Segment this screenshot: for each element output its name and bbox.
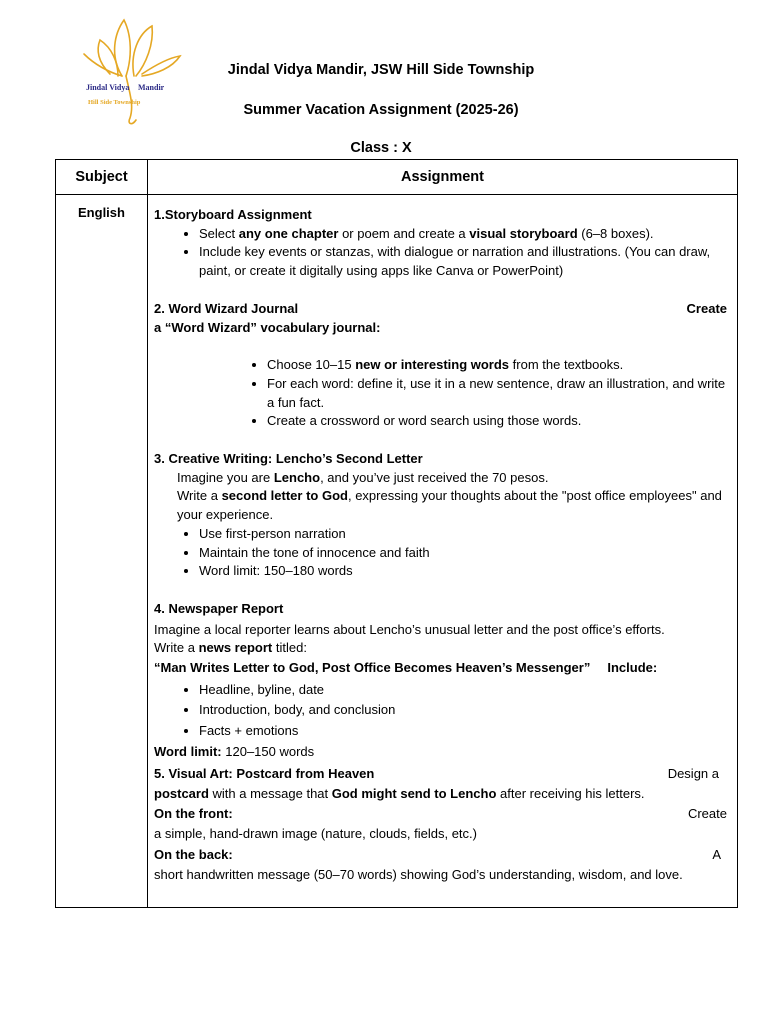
section-subtitle: a “Word Wizard” vocabulary journal:	[154, 319, 381, 335]
word-limit: Word limit: 120–150 words	[154, 743, 315, 759]
list-item: • Maintain the tone of innocence and faith	[199, 544, 727, 563]
list-item: • Select any one chapter or poem and create a visual storyboard (6–8 boxes).	[199, 225, 727, 244]
section-title: 1.Storyboard Assignment	[154, 207, 312, 222]
list-item: • Facts + emotions	[199, 722, 727, 741]
section-creative-writing	[154, 450, 727, 581]
list-item: • For each word: define it, use it in a new sentence, draw an illustration, and write a fun fact.	[267, 375, 727, 412]
list-item: • Use first-person narration	[199, 525, 727, 544]
list-item: • Create a crossword or word search using those words.	[267, 412, 727, 431]
section-title: 3. Creative Writing: Lencho’s Second Letter	[154, 451, 423, 467]
class-label: Class : X	[350, 140, 412, 156]
list-item: • Include key events or stanzas, with dialogue or narration and illustrations. (You can draw, paint, or create it digitally using apps like Canva or PowerPoint)	[199, 243, 727, 280]
table-row	[56, 195, 738, 908]
assignment-table	[55, 159, 738, 908]
assignment-cell	[148, 195, 738, 908]
subject-cell: English	[56, 195, 148, 908]
section-title-right: Create	[686, 300, 727, 316]
logo-text-line1: Jindal Vidya	[86, 83, 130, 92]
paragraph: postcard with a message that God might send to Lencho after receiving his letters.	[154, 785, 645, 801]
table-header-row	[56, 160, 738, 195]
list-item: • Choose 10–15 new or interesting words from the textbooks.	[267, 356, 727, 375]
paragraph: a simple, hand-drawn image (nature, clouds, fields, etc.)	[154, 826, 477, 842]
school-name: Jindal Vidya Mandir, JSW Hill Side Township	[227, 62, 535, 78]
section-newspaper-report	[154, 600, 727, 762]
section-storyboard	[154, 206, 727, 281]
list-item: • Word limit: 150–180 words	[199, 562, 727, 581]
logo-text-line1b: Mandir	[138, 83, 165, 92]
paragraph: Write a second letter to God, expressing your thoughts about the "post office employees" and your experience.	[177, 488, 722, 523]
section-title: 2. Word Wizard Journal	[154, 300, 299, 316]
section-title-right: Design a	[667, 765, 719, 781]
section-title-line	[154, 764, 727, 784]
section-visual-art	[154, 764, 727, 886]
assignment-title: Summer Vacation Assignment (2025-26)	[243, 102, 519, 118]
subject-column-header: Subject	[56, 160, 148, 195]
logo-text-line2: Hill Side Township	[88, 99, 141, 106]
paragraph: short handwritten message (50–70 words) showing God’s understanding, wisdom, and love.	[154, 867, 683, 883]
list-item: • Headline, byline, date	[199, 681, 727, 700]
paragraph: Imagine a local reporter learns about Lencho’s unusual letter and the post office’s efforts.	[154, 621, 665, 637]
section-title: 5. Visual Art: Postcard from Heaven	[154, 765, 375, 781]
paragraph: Write a news report titled:	[154, 640, 307, 656]
report-headline: “Man Writes Letter to God, Post Office Becomes Heaven’s Messenger” Include:	[154, 660, 658, 676]
paragraph: Imagine you are Lencho, and you’ve just received the 70 pesos.	[177, 469, 549, 485]
section-title: 4. Newspaper Report	[154, 600, 284, 616]
back-label-line: On the back: A	[154, 846, 721, 862]
assignment-column-header: Assignment	[148, 160, 738, 195]
section-title-line	[154, 300, 727, 319]
section-word-wizard	[154, 300, 727, 431]
list-item: • Introduction, body, and conclusion	[199, 701, 727, 720]
front-label-line: On the front: Create	[154, 806, 727, 822]
